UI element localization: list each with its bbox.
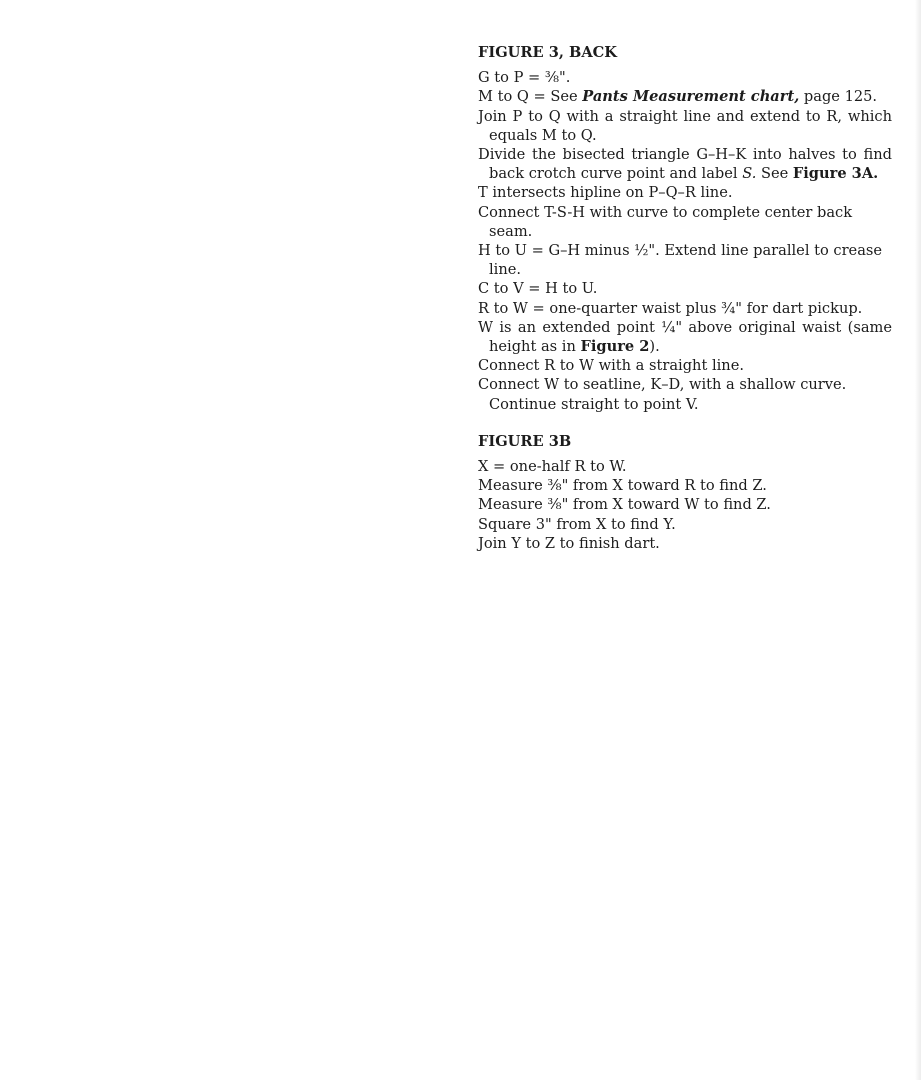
step-g-to-p: G to P = ⅜". [478, 69, 571, 87]
section-heading-figure-3b: FIGURE 3B [478, 432, 572, 450]
step-x-half: X = one-half R to W. [478, 458, 627, 476]
step-square-3: Square 3" from X to find Y. [478, 515, 676, 533]
step-connect-tsh: Connect T-S-H with curve to complete center back seam. [478, 203, 853, 240]
step-h-to-u: H to U = G–H minus ½". Extend line parallel to crease line. [478, 242, 883, 279]
figure-reference: Figure 3A. [792, 165, 879, 183]
step-w-extended [478, 318, 892, 356]
step-connect-w-seatline: Connect W to seatline, K–D, with a shallow curve. Continue straight to point V. [478, 376, 847, 413]
step-text: ). [649, 338, 660, 356]
step-join-p-to-q: Join P to Q with a straight line and extend to R, which equals M to Q. [478, 107, 892, 144]
instruction-text [478, 43, 892, 553]
step-divide-triangle [478, 145, 892, 183]
step-connect-r-to-w: Connect R to W with a straight line. [478, 357, 744, 375]
page-edge-shadow [915, 0, 921, 1080]
step-t-intersects: T intersects hipline on P–Q–R line. [478, 184, 733, 202]
step-measure-toward-r: Measure ⅜" from X toward R to find Z. [478, 477, 767, 495]
step-measure-toward-w: Measure ⅜" from X toward W to find Z. [478, 496, 771, 514]
step-text: M to Q = See [478, 88, 583, 106]
figure-reference: Figure 2 [580, 338, 650, 356]
step-text: See [756, 165, 793, 183]
step-text: W is an extended point ¼" above original waist (same height as in [478, 318, 892, 356]
step-text: Divide the bisected triangle G–H–K into halves to find back crotch curve point and label [478, 146, 892, 183]
chart-reference: Pants Measurement chart, [582, 88, 800, 106]
section-heading-figure-3: FIGURE 3, BACK [478, 44, 617, 61]
step-c-to-v: C to V = H to U. [478, 280, 598, 298]
step-m-to-q [478, 87, 892, 106]
point-label-s: S. [742, 165, 757, 183]
step-text: page 125. [799, 88, 878, 106]
step-join-y-z: Join Y to Z to finish dart. [478, 534, 660, 552]
step-r-to-w: R to W = one-quarter waist plus ¾" for dart pickup. [478, 299, 863, 317]
